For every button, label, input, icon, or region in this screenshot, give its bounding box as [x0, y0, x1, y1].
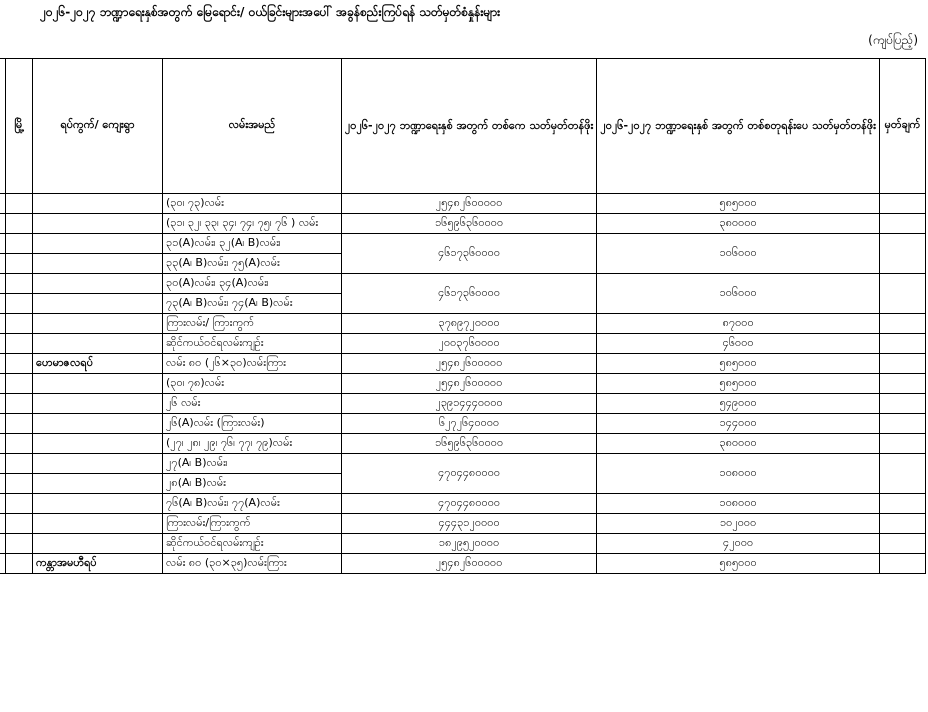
- remark-cell: [879, 394, 925, 414]
- header-road: လမ်းအမည်: [163, 59, 342, 194]
- value-per-sqft-cell: ၁၄၄၀၀၀: [597, 414, 880, 434]
- header-township: မြို့: [6, 59, 33, 194]
- header-value-per-sqft: ၂၀၂၆-၂၀၂၇ ဘဏ္ဍာရေးနှစ် အတွက် တစ်စတုရန်းပေ သတ်မှတ်တန်ဖိုး: [597, 59, 880, 194]
- ward-cell: ဟေမာဇလရပ်: [33, 354, 163, 374]
- value-per-sqft-cell: ၃၈၀၀၀၀: [597, 434, 880, 454]
- value-per-sqft-cell: ၈၇၀၀၀: [597, 314, 880, 334]
- ward-cell: [33, 474, 163, 494]
- township-cell: [6, 514, 33, 534]
- value-per-sqft-cell: ၁၀၂၀၀၀: [597, 514, 880, 534]
- value-per-acre-cell: ၆၂၇၂၆၄၀၀၀၀: [341, 414, 596, 434]
- table-row: [0, 514, 926, 534]
- township-cell: [6, 494, 33, 514]
- value-per-acre-cell: ၄၆၁၇၃၆၀၀၀၀: [341, 234, 596, 274]
- value-per-acre-cell: ၄၇၀၄၄၈၀၀၀၀: [341, 454, 596, 494]
- remark-cell: [879, 414, 925, 434]
- road-cell: (၃၁၊ ၃၂၊ ၃၃၊ ၃၄၊ ၇၄၊ ၇၅၊ ၇၆ ) လမ်း: [163, 214, 342, 234]
- ward-cell: [33, 294, 163, 314]
- township-cell: [6, 334, 33, 354]
- remark-cell: [879, 314, 925, 334]
- ward-cell: [33, 514, 163, 534]
- value-per-acre-cell: ၃၇၈၉၇၂၀၀၀၀: [341, 314, 596, 334]
- value-per-acre-cell: ၂၅၄၈၂၆၀၀၀၀၀: [341, 374, 596, 394]
- remark-cell: [879, 334, 925, 354]
- remark-cell: [879, 374, 925, 394]
- township-cell: [6, 294, 33, 314]
- value-per-sqft-cell: ၃၈၀၀၀၀: [597, 214, 880, 234]
- table-row: [0, 274, 926, 294]
- ward-cell: [33, 374, 163, 394]
- township-cell: [6, 314, 33, 334]
- table-row: [0, 314, 926, 334]
- value-per-acre-cell: ၁၆၅၉၆၃၆၀၀၀၀: [341, 214, 596, 234]
- road-cell: ကြားလမ်း/ ကြားကွက်: [163, 314, 342, 334]
- remark-cell: [879, 534, 925, 554]
- table-row: [0, 554, 926, 574]
- remark-cell: [879, 194, 925, 214]
- ward-cell: [33, 314, 163, 334]
- value-per-acre-cell: ၂၃၉၁၄၄၄၀၀၀၀: [341, 394, 596, 414]
- remark-cell: [879, 434, 925, 454]
- remark-cell: [879, 274, 925, 314]
- table-row: [0, 334, 926, 354]
- road-cell: ၂၇(A၊ B)လမ်း၊: [163, 454, 342, 474]
- township-cell: [6, 194, 33, 214]
- road-cell: လမ်း ၈၀ (၂၆×၃၀)လမ်းကြား: [163, 354, 342, 374]
- value-per-sqft-cell: ၅၄၉၀၀၀: [597, 394, 880, 414]
- township-cell: [6, 354, 33, 374]
- township-cell: [6, 394, 33, 414]
- ward-cell: ကန္တာအမဟီရပ်: [33, 554, 163, 574]
- ward-cell: [33, 434, 163, 454]
- township-cell: [6, 254, 33, 274]
- header-value-per-acre: ၂၀၂၆-၂၀၂၇ ဘဏ္ဍာရေးနှစ် အတွက် တစ်ကေ သတ်မှတ်တန်ဖိုး: [341, 59, 596, 194]
- value-per-sqft-cell: ၁၀၆၀၀၀: [597, 274, 880, 314]
- road-cell: ၂၆(A)လမ်း (ကြားလမ်း): [163, 414, 342, 434]
- value-per-acre-cell: ၂၅၄၈၂၆၀၀၀၀၀: [341, 554, 596, 574]
- value-per-sqft-cell: ၅၈၅၀၀၀: [597, 194, 880, 214]
- remark-cell: [879, 554, 925, 574]
- page-title: ၂၀၂၆-၂၀၂၇ ဘဏ္ဍာရေးနှစ်အတွက် မြေရောင်း/ ဝယ်ခြင်းများအပေါ် အခွန်စည်းကြပ်ရန် သတ်မှတ်စံနှုန်းများ: [40, 5, 501, 19]
- ward-cell: [33, 394, 163, 414]
- township-cell: [6, 454, 33, 474]
- value-per-acre-cell: ၄၆၁၇၃၆၀၀၀၀: [341, 274, 596, 314]
- township-cell: [6, 474, 33, 494]
- table-row: [0, 194, 926, 214]
- ward-cell: [33, 254, 163, 274]
- ward-cell: [33, 334, 163, 354]
- road-cell: လမ်း ၈၀ (၃၀×၃၅)လမ်းကြား: [163, 554, 342, 574]
- road-cell: (၂၇၊ ၂၈၊ ၂၉၊ ၇၆၊ ၇၇၊ ၇၉)လမ်း: [163, 434, 342, 454]
- remark-cell: [879, 454, 925, 494]
- township-cell: [6, 234, 33, 254]
- header-remark: မှတ်ချက်: [879, 59, 925, 194]
- value-per-sqft-cell: ၄၂၀၀၀: [597, 534, 880, 554]
- township-cell: [6, 534, 33, 554]
- road-cell: ဆိုင်ကယ်ဝင်ရလမ်းကျဉ်း: [163, 534, 342, 554]
- road-cell: ကြားလမ်း/ကြားကွက်: [163, 514, 342, 534]
- ward-cell: [33, 194, 163, 214]
- unit-label: (ကျပ်ပြည့်): [868, 33, 918, 47]
- value-per-acre-cell: ၄၇၀၄၄၈၀၀၀၀: [341, 494, 596, 514]
- road-cell: ၃၀(A)လမ်း၊ ၃၄(A)လမ်း၊: [163, 274, 342, 294]
- table-row: [0, 434, 926, 454]
- ward-cell: [33, 274, 163, 294]
- remark-cell: [879, 214, 925, 234]
- table-row: [0, 374, 926, 394]
- road-cell: ၇၆(A၊ B)လမ်း၊ ၇၇(A)လမ်း: [163, 494, 342, 514]
- table-row: [0, 214, 926, 234]
- township-cell: [6, 374, 33, 394]
- remark-cell: [879, 354, 925, 374]
- ward-cell: [33, 414, 163, 434]
- value-per-sqft-cell: ၁၀၈၀၀၀: [597, 454, 880, 494]
- ward-cell: [33, 454, 163, 474]
- road-cell: ၃၁(A)လမ်း၊ ၃၂(A၊ B)လမ်း၊: [163, 234, 342, 254]
- value-per-sqft-cell: ၄၆၀၀၀: [597, 334, 880, 354]
- table-row: [0, 354, 926, 374]
- value-per-acre-cell: ၂၅၄၈၂၆၀၀၀၀၀: [341, 194, 596, 214]
- table-row: [0, 234, 926, 254]
- table-header-row: [0, 59, 926, 194]
- table-row: [0, 394, 926, 414]
- township-cell: [6, 214, 33, 234]
- value-per-sqft-cell: ၁၀၈၀၀၀: [597, 494, 880, 514]
- road-cell: (၃၀၊ ၇၃)လမ်း: [163, 194, 342, 214]
- road-cell: ၃၃(A၊ B)လမ်း၊ ၇၅(A)လမ်း: [163, 254, 342, 274]
- ward-cell: [33, 234, 163, 254]
- township-cell: [6, 414, 33, 434]
- valuation-table: [0, 58, 926, 574]
- value-per-acre-cell: ၁၆၅၉၆၃၆၀၀၀၀: [341, 434, 596, 454]
- township-cell: [6, 434, 33, 454]
- table-body: [0, 194, 926, 574]
- value-per-acre-cell: ၂၀၀၃၇၆၀၀၀၀: [341, 334, 596, 354]
- road-cell: ဆိုင်ကယ်ဝင်ရလမ်းကျဉ်း: [163, 334, 342, 354]
- road-cell: ၂၈(A၊ B)လမ်း: [163, 474, 342, 494]
- township-cell: [6, 274, 33, 294]
- township-cell: [6, 554, 33, 574]
- header-ward: ရပ်ကွက်/ ကျေးရွာ: [33, 59, 163, 194]
- ward-cell: [33, 534, 163, 554]
- ward-cell: [33, 494, 163, 514]
- value-per-sqft-cell: ၅၈၅၀၀၀: [597, 554, 880, 574]
- remark-cell: [879, 514, 925, 534]
- table-row: [0, 414, 926, 434]
- road-cell: ၂၆ လမ်း: [163, 394, 342, 414]
- remark-cell: [879, 494, 925, 514]
- value-per-sqft-cell: ၅၈၅၀၀၀: [597, 354, 880, 374]
- table-row: [0, 494, 926, 514]
- ward-cell: [33, 214, 163, 234]
- value-per-acre-cell: ၄၄၄၃၁၂၀၀၀၀: [341, 514, 596, 534]
- value-per-sqft-cell: ၅၈၅၀၀၀: [597, 374, 880, 394]
- table-row: [0, 534, 926, 554]
- road-cell: ၇၃(A၊ B)လမ်း၊ ၇၄(A၊ B)လမ်း: [163, 294, 342, 314]
- road-cell: (၃၀၊ ၇၈)လမ်း: [163, 374, 342, 394]
- value-per-acre-cell: ၂၅၄၈၂၆၀၀၀၀၀: [341, 354, 596, 374]
- remark-cell: [879, 234, 925, 274]
- value-per-acre-cell: ၁၈၂၉၅၂၀၀၀၀: [341, 534, 596, 554]
- table-row: [0, 454, 926, 474]
- value-per-sqft-cell: ၁၀၆၀၀၀: [597, 234, 880, 274]
